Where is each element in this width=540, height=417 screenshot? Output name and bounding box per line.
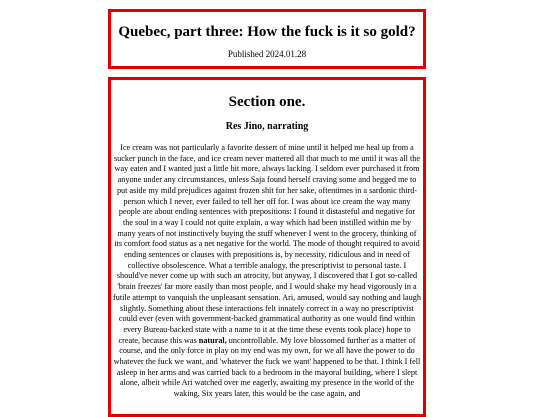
section-body — [111, 143, 423, 400]
page-title: Quebec, part three: How the fuck is it so gold? — [118, 24, 416, 40]
article-box — [108, 77, 426, 417]
body-text-bold: natural, — [198, 335, 227, 345]
header-box — [108, 9, 426, 69]
narrator-label: Res Jino, narrating — [225, 121, 309, 132]
body-text-part2: uncontrollable. My love blossomed further as a matter of course, and the only force in play on my end was my own, for we all have the power to do whatever the fuck we want, and 'whatever the fuck we want' happened to be that. I think I fell asleep in her arms and was carried back to a bedroom in the mayoral building, where I slept alone, albeit while Ari watched over me eagerly, awaiting my presence in the world of the waking. Six years later, this would be the case again, and — [113, 335, 421, 399]
published-date: Published 2024.01.28 — [227, 49, 307, 59]
body-text-part1: Ice cream was not particularly a favorite dessert of mine until it helped me heal up from a sucker punch in the face, and ice cream never mattered all that much to me until it was all the way eaten and I wanted just a little bit more, always lacking. I seldom ever purchased it from anyone under any circumstances, unless Saja found herself craving some and begged me to put aside my mild prejudices against frozen shit for her sake, oftentimes in a sardonic third-person which I never, ever failed to tell her off for. I was about ice cream the way many people are about ending sentences with prepositions: I found it distasteful and negative for the soul in a way I could not quite explain, a way which had been instilled within me by many years of not instinctively buying the stuff whenever I went to the grocery, thinking of its comfort food status as a net negative for the world. The mode of thought required to avoid ending sentences or clauses with prepositions is, by necessity, ridiculous and in need of collective obsolescence. What a terrible analogy, the prescriptivist to personal taste. I should've never come up with such an atrocity, but anyway, I discovered that I got so-called 'brain freezes' far more easily than most people, and I would shake my head vigorously in a futile attempt to vanquish the unpleasant sensation. Ari, amused, would say nothing and laugh slightly. Something about these interactions felt innately correct in a way no prescriptivist could ever (even with government-backed grammatical authority as one would find within every Bureau-backed state with a name to it at the time these events took place) hope to create, because this was — [113, 143, 421, 345]
section-heading: Section one. — [228, 94, 306, 110]
